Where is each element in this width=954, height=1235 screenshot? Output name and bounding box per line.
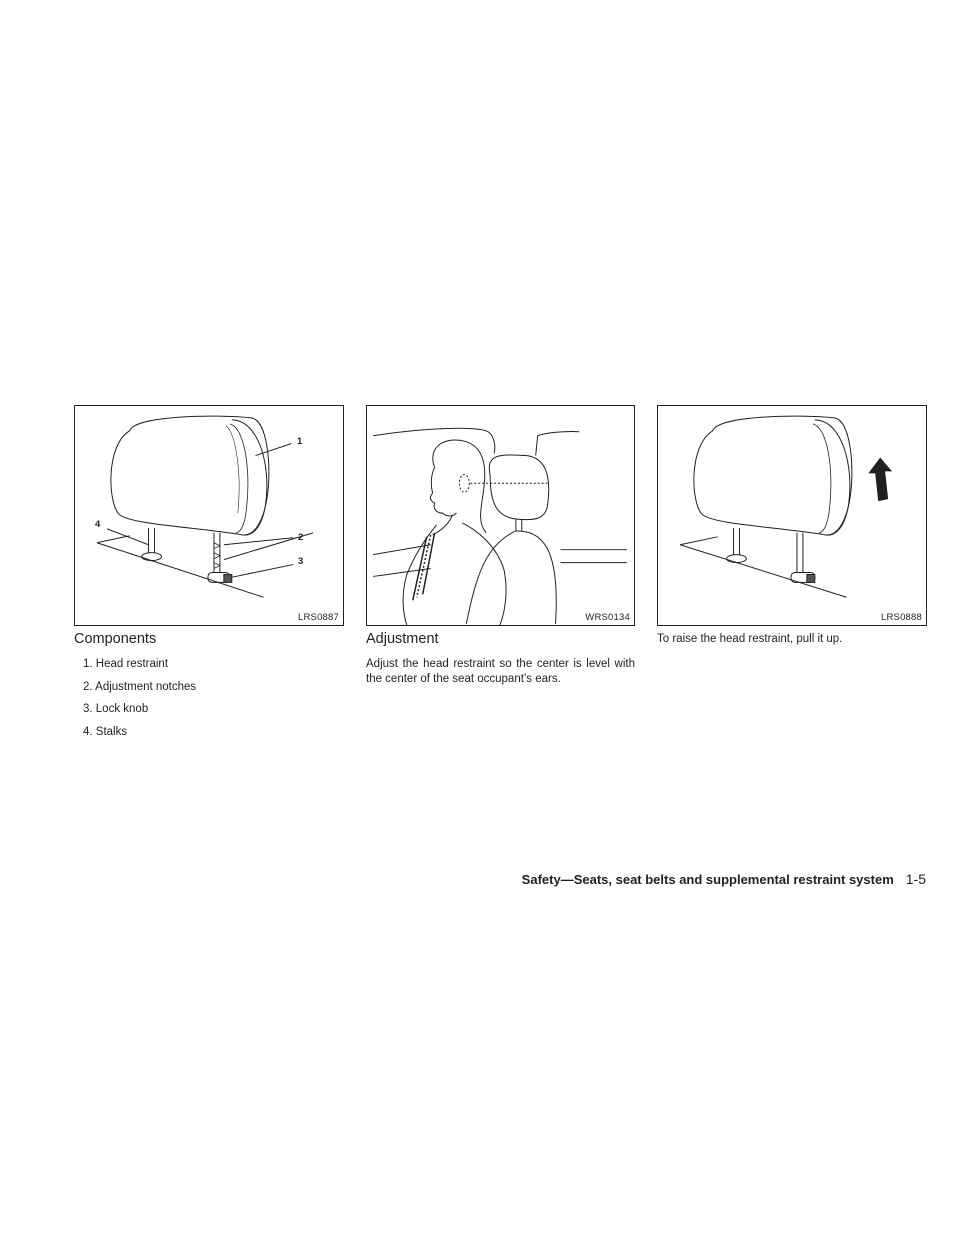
head-restraint-raise-illustration (658, 406, 926, 625)
callout-1: 1 (297, 436, 303, 447)
list-item: 1. Head restraint (83, 658, 169, 670)
adjustment-heading: Adjustment (366, 631, 439, 647)
footer-section-title: Safety—Seats, seat belts and supplemental restraint system (521, 872, 894, 887)
callout-4: 4 (95, 519, 101, 530)
callout-2: 2 (298, 532, 304, 543)
figure-adjustment (366, 405, 635, 626)
callout-3: 3 (298, 556, 304, 567)
components-heading: Components (74, 631, 157, 647)
figure-code: WRS0134 (585, 612, 630, 623)
list-item: 4. Stalks (83, 726, 128, 739)
adjustment-text: Adjust the head restraint so the center is level with the center of the seat occupant’s ears. (366, 658, 635, 685)
figure-raise (657, 405, 927, 626)
figure-code: LRS0887 (297, 612, 339, 623)
figure-components (74, 405, 344, 626)
figure-code: LRS0888 (880, 612, 922, 623)
raise-text: To raise the head restraint, pull it up. (657, 633, 843, 645)
up-arrow-icon (868, 458, 892, 502)
page-number: 1-5 (905, 871, 926, 887)
components-list (83, 657, 196, 748)
seated-occupant-illustration (367, 406, 634, 625)
page-footer (522, 871, 926, 887)
list-item: 3. Lock knob (83, 703, 149, 716)
list-item: 2. Adjustment notches (83, 680, 197, 693)
head-restraint-components-illustration (75, 406, 343, 625)
